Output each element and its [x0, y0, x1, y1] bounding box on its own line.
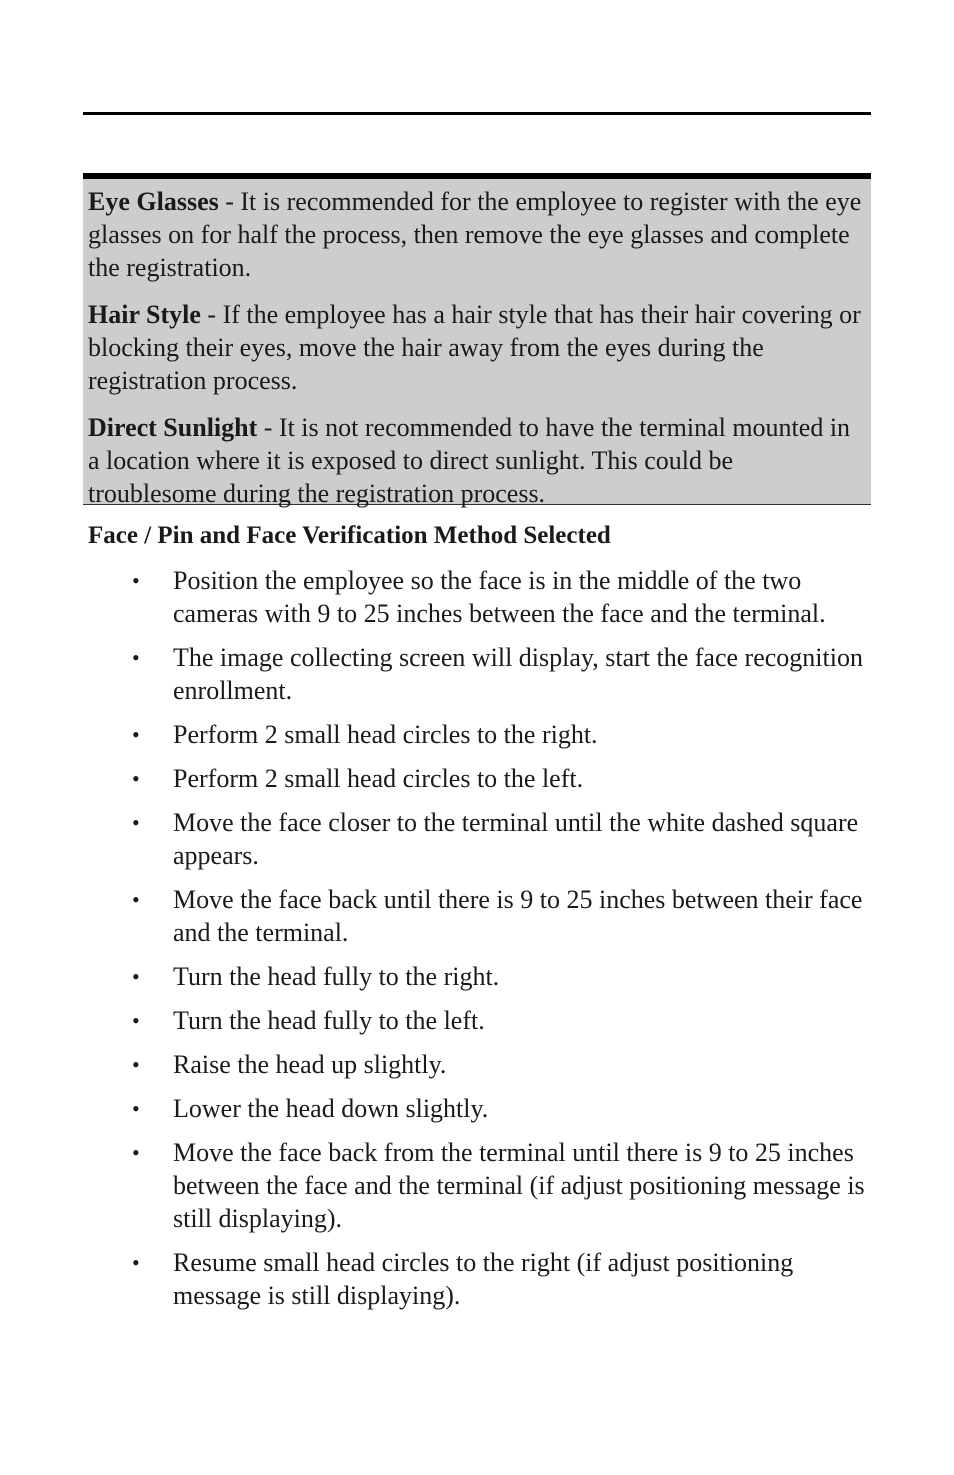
header-rule — [83, 112, 871, 115]
step-text: The image collecting screen will display, start the face recognition enrollment. — [173, 643, 863, 705]
bullet-icon: • — [132, 1250, 140, 1275]
list-item — [88, 1092, 873, 1125]
steps-list — [88, 564, 873, 1323]
bullet-icon: • — [132, 568, 140, 593]
note-eye-glasses — [88, 185, 863, 284]
bullet-icon: • — [132, 645, 140, 670]
list-item — [88, 960, 873, 993]
note-term: Hair Style — [88, 300, 201, 329]
note-box — [83, 173, 871, 508]
bullet-icon: • — [132, 964, 140, 989]
step-text: Resume small head circles to the right (if adjust positioning message is still displaying). — [173, 1248, 794, 1310]
bullet-icon: • — [132, 1096, 140, 1121]
list-item — [88, 1004, 873, 1037]
bullet-icon: • — [132, 1052, 140, 1077]
list-item — [88, 1136, 873, 1235]
note-term: Eye Glasses — [88, 187, 219, 216]
list-item — [88, 762, 873, 795]
note-text: - If the employee has a hair style that has their hair covering or blocking their eyes, move the hair away from the eyes during the registration process. — [88, 300, 861, 395]
section-heading: Face / Pin and Face Verification Method Selected — [88, 522, 611, 549]
bullet-icon: • — [132, 766, 140, 791]
bullet-icon: • — [132, 722, 140, 747]
bullet-icon: • — [132, 1140, 140, 1165]
step-text: Lower the head down slightly. — [173, 1094, 489, 1123]
list-item — [88, 1048, 873, 1081]
bullet-icon: • — [132, 887, 140, 912]
list-item — [88, 806, 873, 872]
step-text: Move the face back until there is 9 to 25 inches between their face and the terminal. — [173, 885, 863, 947]
step-text: Turn the head fully to the right. — [173, 962, 500, 991]
note-term: Direct Sunlight — [88, 413, 258, 442]
step-text: Perform 2 small head circles to the left. — [173, 764, 584, 793]
step-text: Move the face closer to the terminal until the white dashed square appears. — [173, 808, 859, 870]
note-direct-sunlight — [88, 411, 863, 510]
step-text: Move the face back from the terminal until there is 9 to 25 inches between the face and the terminal (if adjust positioning message is still displaying). — [173, 1138, 865, 1233]
list-item — [88, 1246, 873, 1312]
list-item — [88, 564, 873, 630]
step-text: Perform 2 small head circles to the right. — [173, 720, 598, 749]
note-text: - It is recommended for the employee to register with the eye glasses on for half the process, then remove the eye glasses and complete the registration. — [88, 187, 862, 282]
step-text: Position the employee so the face is in the middle of the two cameras with 9 to 25 inches between the face and the terminal. — [173, 566, 826, 628]
list-item — [88, 718, 873, 751]
list-item — [88, 641, 873, 707]
step-text: Raise the head up slightly. — [173, 1050, 447, 1079]
note-text: - It is not recommended to have the terminal mounted in a location where it is exposed to direct sunlight. This could be troublesome during the registration process. — [88, 413, 851, 508]
note-hair-style — [88, 298, 863, 397]
step-text: Turn the head fully to the left. — [173, 1006, 485, 1035]
bullet-icon: • — [132, 810, 140, 835]
bullet-icon: • — [132, 1008, 140, 1033]
list-item — [88, 883, 873, 949]
